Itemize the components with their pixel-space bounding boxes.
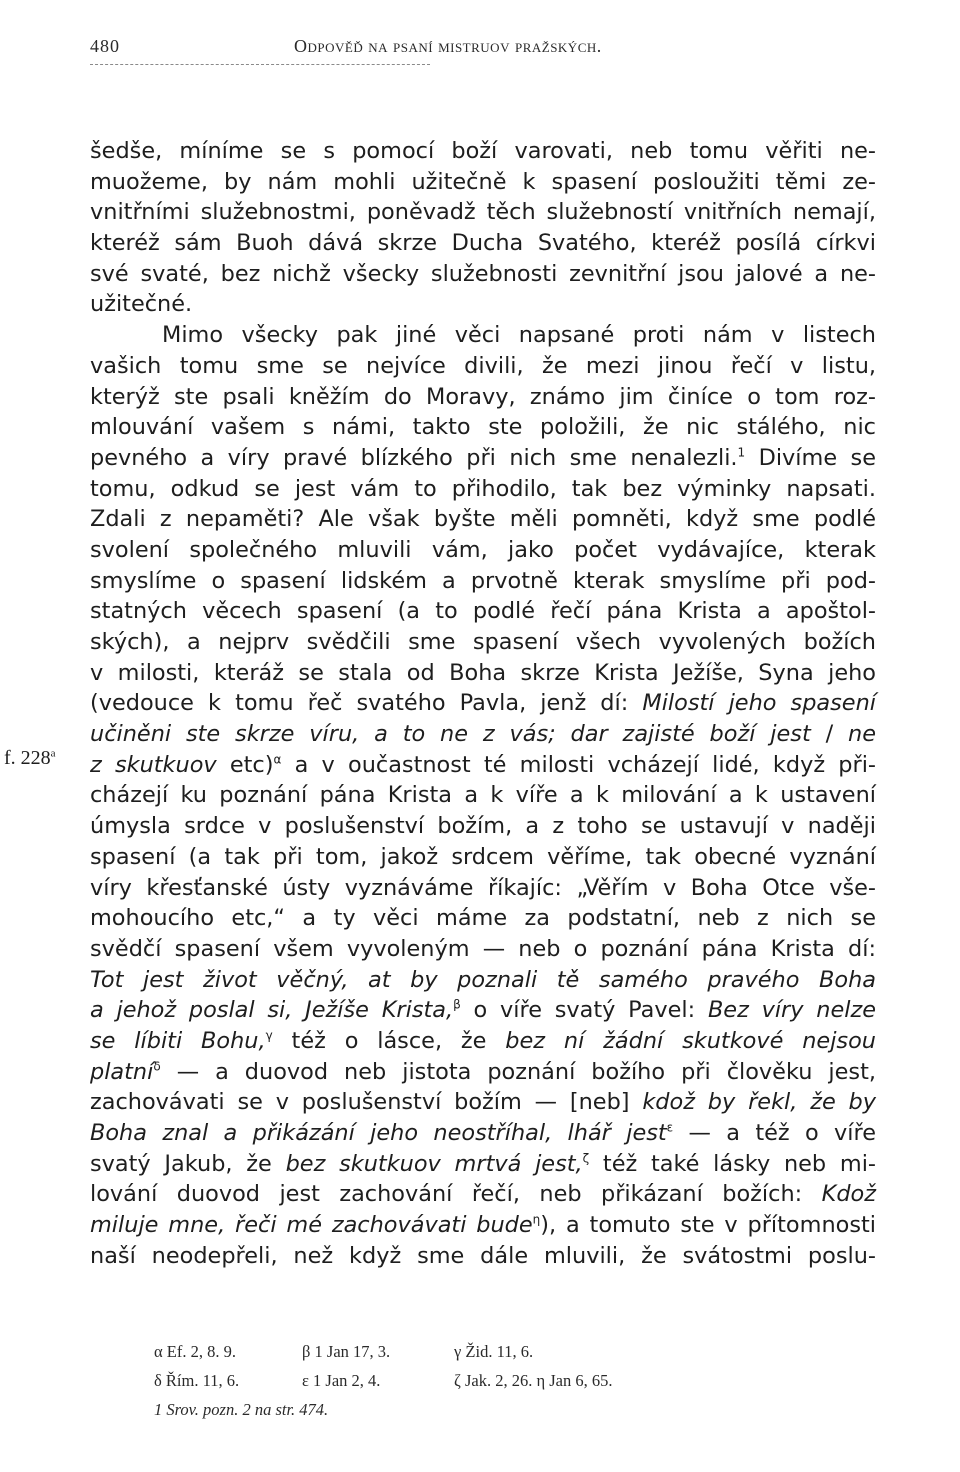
- text-line: úmysla srdce v poslušenství božím, a z toho se ustavují v naději: [90, 813, 876, 840]
- running-header: [90, 36, 880, 66]
- footnote-epsilon: ε 1 Jan 2, 4.: [302, 1371, 381, 1390]
- footnote-beta: β 1 Jan 17, 3.: [302, 1342, 391, 1361]
- text-line: smyslíme o spasení lidském a prvotně kterak smyslíme při pod-: [90, 567, 876, 594]
- text-line: své svaté, bez nichž všecky služebnosti zevnitřní jsou jalové a ne-: [90, 260, 876, 287]
- footnote-row: [154, 1337, 774, 1366]
- footnote-1: 1 Srov. pozn. 2 na str. 474.: [154, 1400, 329, 1419]
- text-line: mohoucího etc,“ a ty věci máme za podstatní, neb z nich se: [90, 905, 876, 932]
- scripture-quote: bez skutkuov mrtvá jest,: [285, 1150, 583, 1177]
- text-line: z skutkuov etc)$^\alpha$ a v oučastnost té milosti vcházejí lidé, když při-: [90, 751, 876, 778]
- text-line: spasení (a tak při tom, jakož srdcem věříme, tak obecné vyznání: [90, 843, 876, 870]
- footnote-delta: δ Řím. 11, 6.: [154, 1371, 240, 1390]
- text-line: svědčí spasení všem vyvoleným — neb o poznání pána Krista dí:: [90, 935, 876, 962]
- text-line: Zdali z nepaměti? Ale však byšte měli pomněti, když sme podlé: [90, 506, 876, 533]
- scripture-quote: z skutkuov: [90, 751, 217, 778]
- text-line: tomu, odkud se jest vám to přihodilo, tak bez výminky napsati.: [90, 475, 876, 502]
- text-line: kterýž ste psali kněžím do Moravy, známo jim činíce o tom roz-: [90, 383, 876, 410]
- text-line: muožeme, by nám mohli užitečně k spasení posloužiti těmi ze-: [90, 168, 876, 195]
- text-line: v milosti, kteráž se stala od Boha skrze Krista Ježíše, Syna jeho: [90, 659, 876, 686]
- footnote-zeta-eta: ζ Jak. 2, 26. η Jan 6, 65.: [454, 1371, 613, 1390]
- text-line: cházejí ku poznání pána Krista a k víře a k milování a k ustavení: [90, 782, 876, 809]
- scripture-quote: miluje mne, řeči mé zachovávati bude: [90, 1212, 533, 1239]
- text-line: vnitřními služebnostmi, poněvadž těch služebností vnitřních nemají,: [90, 199, 876, 226]
- scripture-quote: Milostí jeho spasení: [642, 690, 876, 717]
- text-line: (vedouce k tomu řeč svatého Pavla, jenž dí: Milostí jeho spasení: [90, 690, 876, 717]
- scripture-quote: kdož by řekl, že by: [642, 1089, 877, 1116]
- text-line: mlouvání vašem s námi, takto ste položili, že nic stálého, nic: [90, 414, 876, 441]
- page-number: 480: [90, 36, 120, 56]
- footnotes: [154, 1337, 774, 1424]
- text-line: zachovávati se v poslušenství božím — [neb] kdož by řekl, že by: [90, 1089, 877, 1116]
- paragraph-start-line: Mimo všecky pak jiné věci napsané proti nám v listech: [162, 322, 876, 349]
- text-line: užitečné.: [90, 291, 193, 318]
- text-line: platní$^\delta$ — a duovod neb jistota poznání božího při člověku jest,: [90, 1058, 876, 1085]
- text-line: lování duovod jest zachování řečí, neb přikázaní božích: Kdož: [90, 1181, 876, 1208]
- scripture-quote: platní: [90, 1058, 154, 1085]
- footnote-gamma: γ Žid. 11, 6.: [454, 1342, 534, 1361]
- scripture-quote: učiněni ste skrze víru, a to ne z vás; dar zajisté boží jest: [90, 721, 811, 748]
- text-line: svolení společného mluvili vám, jako počet vydávajíce, kterak: [90, 536, 876, 563]
- scripture-quote: Kdož: [821, 1181, 876, 1208]
- text-line: kteréž sám Buoh dává skrze Ducha Svatého, kteréž posílá církvi: [90, 230, 876, 257]
- text-line: pevného a víry pravé blízkého při nich sme nenalezli.$^1$ Divíme se: [90, 444, 876, 471]
- text-line: vašich tomu sme se nejvíce divili, že mezi jinou řečí v listu,: [90, 352, 876, 379]
- footnote-marker: ζ: [582, 1151, 590, 1166]
- text-line: se líbiti Bohu,$^\gamma$ též o lásce, že bez ní žádní skutkové nejsou: [90, 1027, 876, 1054]
- text-line: miluje mne, řeči mé zachovávati bude$^\eta$), a tomuto ste v přítomnosti: [90, 1212, 876, 1239]
- text-line: naší neodepřeli, než když sme dále mluvili, že svátostmi poslu-: [90, 1242, 876, 1269]
- scripture-quote: Tot jest život věčný, at by poznali tě samého pravého Boha: [90, 966, 876, 993]
- text-line: [90, 965, 876, 996]
- footnote-marker: γ: [265, 1028, 273, 1043]
- footnote-marker: β: [453, 997, 461, 1012]
- scripture-quote: a jehož poslal si, Ježíše Krista,: [90, 997, 454, 1024]
- margin-folio-reference: f. 228$^a$: [4, 747, 56, 769]
- text-line: a jehož poslal si, Ježíše Krista,$^\beta$ o víře svatý Pavel: Bez víry nelze: [90, 997, 876, 1024]
- text-line: statných věcech spasení (a to podlé řečí pána Krista a apoštol-: [90, 598, 876, 625]
- text-line: víry křesťanské ústy vyznáváme říkajíc: „Věřím v Boha Otce vše-: [90, 874, 876, 901]
- footnote-marker: η: [532, 1212, 541, 1227]
- running-title: Odpověď na psaní mistruov pražských.: [294, 36, 602, 56]
- footnote-row: [154, 1395, 774, 1424]
- footnote-marker: 1: [737, 445, 746, 460]
- scripture-quote: se líbiti Bohu,: [90, 1027, 266, 1054]
- text-line: učiněni ste skrze víru, a to ne z vás; dar zajisté boží jest / ne: [90, 721, 877, 748]
- text-line: ských), a nejprv svědčili sme spasení všech vyvolených božích: [90, 629, 876, 655]
- header-rule: [90, 64, 430, 65]
- footnote-row: [154, 1366, 774, 1395]
- footnote-marker: δ: [153, 1059, 161, 1074]
- text-line: svatý Jakub, že bez skutkuov mrtvá jest,$^\zeta$ též také lásky neb mi-: [90, 1150, 877, 1177]
- footnote-marker: ε: [666, 1120, 674, 1135]
- main-text: [90, 136, 876, 1271]
- text-line: Boha znal a přikázání jeho neostříhal, lhář jest$^\varepsilon$ — a též o víře: [90, 1120, 876, 1146]
- footnote-marker: α: [273, 752, 282, 767]
- footnote-alpha: α Ef. 2, 8. 9.: [154, 1342, 236, 1361]
- scripture-quote: Boha znal a přikázání jeho neostříhal, lhář jest: [90, 1120, 667, 1146]
- text-line: šedše, míníme se s pomocí boží varovati, neb tomu věřiti ne-: [90, 138, 876, 164]
